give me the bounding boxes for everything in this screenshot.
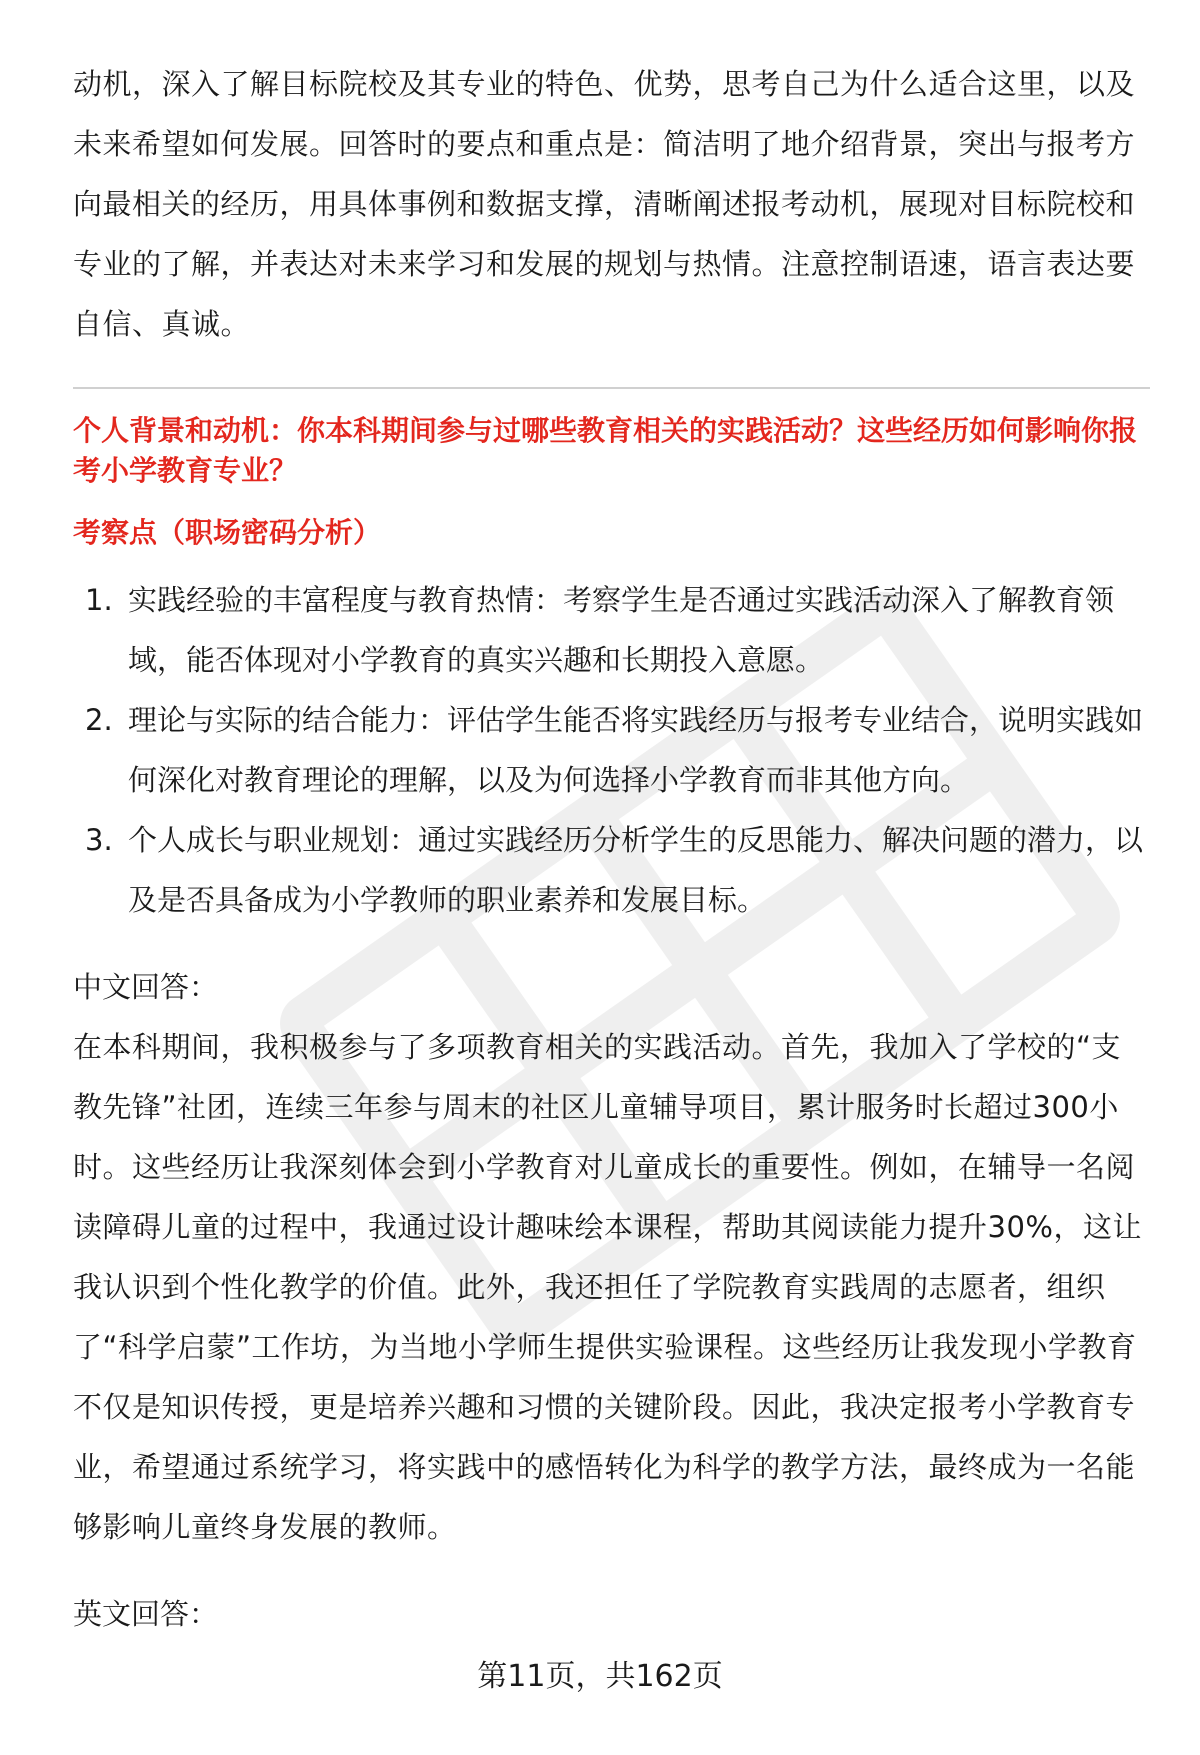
list-item-text: 个人成长与职业规划：通过实践经历分析学生的反思能力、解决问题的潜力，以及是否具备成为小学教师的职业素养和发展目标。: [128, 823, 1144, 917]
focus-list: [73, 570, 1150, 930]
chinese-answer-text: 在本科期间，我积极参与了多项教育相关的实践活动。首先，我加入了学校的“支教先锋”社团，连续三年参与周末的社区儿童辅导项目，累计服务时长超过300小时。这些经历让我深刻体会到小学教育对儿童成长的重要性。例如，在辅导一名阅读障碍儿童的过程中，我通过设计趣味绘本课程，帮助其阅读能力提升30%，这让我认识到个性化教学的价值。此外，我还担任了学院教育实践周的志愿者，组织了“科学启蒙”工作坊，为当地小学师生提供实验课程。这些经历让我发现小学教育不仅是知识传授，更是培养兴趣和习惯的关键阶段。因此，我决定报考小学教育专业，希望通过系统学习，将实践中的感悟转化为科学的教学方法，最终成为一名能够影响儿童终身发展的教师。: [73, 1030, 1142, 1544]
document-body: [73, 54, 1150, 1644]
list-item: [73, 570, 1150, 690]
page-number: 第11页，共162页: [477, 1659, 723, 1694]
list-item-number: 2.: [85, 703, 113, 737]
list-item: [73, 690, 1150, 810]
list-item-number: 1.: [85, 583, 113, 617]
focus-heading: 考察点（职场密码分析）: [73, 516, 382, 549]
list-item-text: 理论与实际的结合能力：评估学生能否将实践经历与报考专业结合，说明实践如何深化对教育理论的理解，以及为何选择小学教育而非其他方向。: [128, 703, 1144, 797]
english-answer-label: 英文回答：: [73, 1597, 219, 1631]
list-item-text: 实践经验的丰富程度与教育热情：考察学生是否通过实践活动深入了解教育领域，能否体现对小学教育的真实兴趣和长期投入意愿。: [128, 583, 1115, 677]
question-heading: 个人背景和动机：你本科期间参与过哪些教育相关的实践活动？这些经历如何影响你报考小学教育专业？: [73, 414, 1138, 487]
section-divider: [73, 387, 1150, 389]
list-item: [73, 810, 1150, 930]
intro-paragraph: 动机，深入了解目标院校及其专业的特色、优势，思考自己为什么适合这里，以及未来希望如何发展。回答时的要点和重点是：简洁明了地介绍背景，突出与报考方向最相关的经历，用具体事例和数据支撑，清晰阐述报考动机，展现对目标院校和专业的了解，并表达对未来学习和发展的规划与热情。注意控制语速，语言表达要自信、真诚。: [73, 67, 1136, 341]
list-item-number: 3.: [85, 823, 113, 857]
chinese-answer-label: 中文回答：: [73, 970, 219, 1004]
